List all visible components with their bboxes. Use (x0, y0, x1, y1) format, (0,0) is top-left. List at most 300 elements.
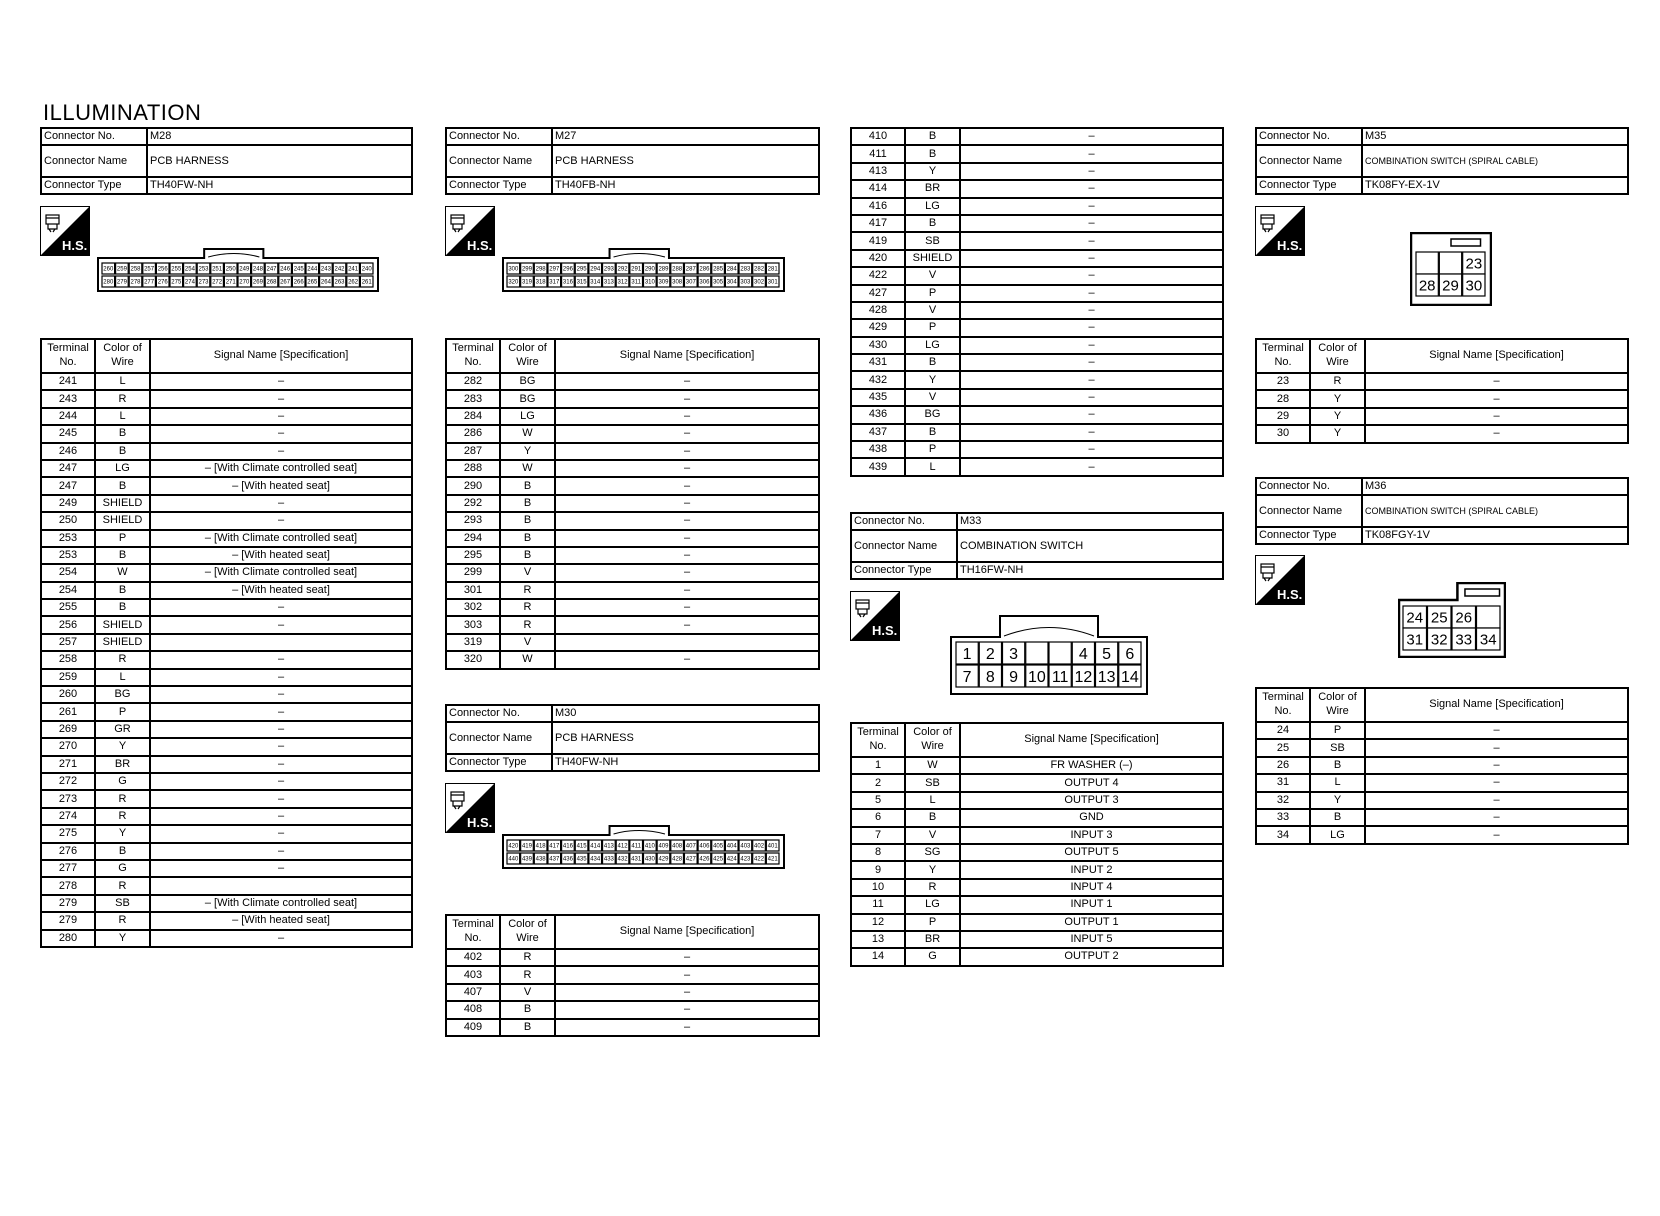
connector-pin (1428, 606, 1452, 628)
wire-color-cell: P (905, 285, 960, 302)
connector-pin (521, 263, 534, 274)
connector-pin (1463, 252, 1485, 274)
terminal-no-cell: 283 (446, 390, 500, 407)
table-row (41, 669, 412, 686)
connector-no-value: M30 (552, 705, 819, 722)
table-row (446, 443, 819, 460)
terminal-no-cell: 292 (446, 495, 500, 512)
pin-number: 243 (320, 266, 331, 273)
signal-name-cell: – (150, 773, 412, 790)
signal-name-cell: – (150, 756, 412, 773)
signal-name-cell: – (555, 582, 819, 599)
hs-badge-label: H.S. (62, 238, 88, 253)
signal-name-cell: – [With heated seat] (150, 582, 412, 599)
connector-pin-empty (1439, 252, 1461, 274)
pin-number: 32 (1430, 631, 1448, 649)
pin-number: 266 (293, 279, 304, 286)
connector-pin (129, 263, 142, 274)
connector-pin (671, 276, 684, 287)
connector-pin (725, 263, 738, 274)
connector-name-label: Connector Name (446, 145, 552, 177)
wire-color-cell: B (905, 424, 960, 441)
connector-pin (712, 263, 725, 274)
signal-name-cell: – [With Climate controlled seat] (150, 530, 412, 547)
terminal-no-cell: 431 (851, 354, 905, 371)
connector-pin (1026, 665, 1048, 687)
pin-number: 318 (535, 279, 546, 286)
table-row (446, 564, 819, 581)
table-row (1256, 408, 1628, 425)
pin-number: 14 (1120, 668, 1139, 686)
connector-pin (102, 276, 115, 287)
table-row (446, 582, 819, 599)
connector-no-label: Connector No. (1256, 128, 1362, 145)
connector-pin (589, 853, 602, 864)
table-row (41, 530, 412, 547)
connector-info-table (1255, 477, 1629, 545)
terminal-no-cell: 294 (446, 530, 500, 547)
terminal-no-cell: 28 (1256, 390, 1310, 407)
connector-name-value: PCB HARNESS (552, 722, 819, 754)
signal-name-cell: – (150, 599, 412, 616)
signal-name-cell: – (150, 686, 412, 703)
connector-pin (644, 853, 657, 864)
table-row (851, 128, 1223, 145)
connector-pin (698, 840, 711, 851)
connector-no-label: Connector No. (41, 128, 147, 145)
hs-badge-label: H.S. (1277, 238, 1303, 253)
wire-color-cell: P (95, 530, 150, 547)
wire-color-cell: W (905, 757, 960, 774)
table-row (41, 373, 412, 390)
signal-name-cell: – (555, 564, 819, 581)
wire-color-header: Color of Wire (500, 339, 555, 373)
wire-color-cell: Y (905, 371, 960, 388)
connector-pin (712, 276, 725, 287)
hs-badge-label: H.S. (467, 815, 493, 830)
terminal-no-cell: 279 (41, 912, 95, 929)
signal-name-cell: – (555, 616, 819, 633)
connector-no-value: M27 (552, 128, 819, 145)
table-row (1256, 792, 1628, 809)
connector-pin (279, 263, 292, 274)
pin-number: 245 (293, 266, 304, 273)
wire-color-cell: V (905, 389, 960, 406)
connector-m33-section (850, 512, 1224, 580)
connector-name-label: Connector Name (851, 530, 957, 562)
connector-pin-empty (1049, 642, 1071, 664)
table-row (851, 389, 1223, 406)
pin-number: 250 (225, 266, 236, 273)
signal-name-cell: – (1365, 373, 1628, 390)
connector-pin (306, 263, 319, 274)
pin-number: 315 (576, 279, 587, 286)
table-row (851, 163, 1223, 180)
table-row (41, 564, 412, 581)
wire-color-cell: BR (95, 756, 150, 773)
pin-number: 258 (130, 266, 141, 273)
connector-pin (644, 263, 657, 274)
table-row (41, 460, 412, 477)
wire-color-cell: Y (905, 163, 960, 180)
terminal-no-header: Terminal No. (41, 339, 95, 373)
signal-name-cell: – (1365, 425, 1628, 442)
connector-pin (1003, 665, 1025, 687)
pin-number: 439 (521, 856, 532, 863)
pin-number: 307 (685, 279, 696, 286)
pin-number: 284 (726, 266, 737, 273)
pin-number: 428 (672, 856, 683, 863)
terminal-no-cell: 13 (851, 931, 905, 948)
wire-color-cell: G (95, 773, 150, 790)
table-row (446, 373, 819, 390)
table-row (41, 843, 412, 860)
connector-pin (956, 665, 978, 687)
signal-name-cell: – (960, 441, 1223, 458)
wire-color-cell: P (905, 914, 960, 931)
pin-number: 5 (1102, 645, 1112, 663)
pin-number: 281 (767, 266, 778, 273)
signal-name-cell: – (1365, 390, 1628, 407)
connector-pin (766, 276, 779, 287)
connector-pin (657, 853, 670, 864)
connector-pin (238, 263, 251, 274)
connector-m30-diagram (502, 825, 785, 869)
connector-pin (279, 276, 292, 287)
terminal-no-cell: 261 (41, 703, 95, 720)
terminal-no-cell: 299 (446, 564, 500, 581)
table-row (1256, 722, 1628, 739)
table-row (851, 267, 1223, 284)
terminal-no-cell: 416 (851, 198, 905, 215)
pin-number: 435 (576, 856, 587, 863)
signal-name-cell: – (555, 390, 819, 407)
wire-color-cell: W (95, 564, 150, 581)
connector-pin (575, 840, 588, 851)
table-row (851, 232, 1223, 249)
wire-color-cell: R (95, 651, 150, 668)
terminal-no-cell: 432 (851, 371, 905, 388)
terminal-no-cell: 411 (851, 145, 905, 162)
terminal-table-m30-continued (850, 127, 1224, 477)
pin-number: 293 (603, 266, 614, 273)
signal-name-cell: – (960, 302, 1223, 319)
wire-color-cell: BG (95, 686, 150, 703)
signal-name-cell: – (960, 424, 1223, 441)
table-row (41, 547, 412, 564)
terminal-no-cell: 12 (851, 914, 905, 931)
signal-name-cell: – (960, 319, 1223, 336)
pin-number: 25 (1430, 609, 1448, 627)
table-row (851, 879, 1223, 896)
pin-number: 272 (212, 279, 223, 286)
connector-no-value: M33 (957, 513, 1223, 530)
terminal-no-cell: 33 (1256, 809, 1310, 826)
terminal-no-cell: 250 (41, 512, 95, 529)
wire-color-cell: Y (1310, 408, 1365, 425)
pin-number: 409 (658, 843, 669, 850)
table-row (851, 319, 1223, 336)
wire-color-cell: B (500, 512, 555, 529)
wire-color-cell: G (95, 860, 150, 877)
signal-name-cell: – (555, 651, 819, 668)
terminal-no-cell: 253 (41, 547, 95, 564)
wire-color-cell: BG (500, 373, 555, 390)
signal-name-cell: – (960, 145, 1223, 162)
connector-pin (320, 276, 333, 287)
table-row (851, 861, 1223, 878)
connector-pin (1403, 628, 1427, 650)
connector-m35-section (1255, 127, 1629, 195)
terminal-no-cell: 410 (851, 128, 905, 145)
pin-number: 23 (1465, 255, 1483, 273)
table-row (851, 896, 1223, 913)
signal-name-cell: OUTPUT 4 (960, 774, 1223, 791)
connector-pin-empty (1416, 252, 1438, 274)
table-row (1256, 390, 1628, 407)
connector-pin (657, 263, 670, 274)
connector-type-value: TH40FW-NH (552, 754, 819, 771)
wire-color-cell: L (95, 669, 150, 686)
pin-number: 432 (617, 856, 628, 863)
connector-no-label: Connector No. (851, 513, 957, 530)
connector-pin (671, 840, 684, 851)
pin-number: 277 (144, 279, 155, 286)
pin-number: 283 (740, 266, 751, 273)
connector-pin (753, 263, 766, 274)
wire-color-cell: R (500, 966, 555, 983)
connector-name-label: Connector Name (1256, 495, 1362, 527)
signal-name-header: Signal Name [Specification] (960, 723, 1223, 757)
wire-color-header: Color of Wire (95, 339, 150, 373)
wire-color-cell: R (500, 616, 555, 633)
table-row (41, 512, 412, 529)
signal-name-cell (150, 877, 412, 894)
table-row (446, 460, 819, 477)
connector-face (502, 825, 785, 869)
signal-name-cell: – (960, 128, 1223, 145)
connector-pin (712, 840, 725, 851)
terminal-no-cell: 277 (41, 860, 95, 877)
connector-pin (725, 276, 738, 287)
terminal-table (850, 722, 1224, 967)
terminal-no-cell: 254 (41, 564, 95, 581)
signal-name-cell: – (150, 930, 412, 947)
terminal-no-cell: 24 (1256, 722, 1310, 739)
signal-name-cell: – (150, 651, 412, 668)
hs-harness-side-icon (445, 206, 495, 256)
connector-pin (507, 263, 520, 274)
hs-harness-side-icon (1255, 555, 1305, 605)
terminal-no-header: Terminal No. (851, 723, 905, 757)
connector-pin (739, 276, 752, 287)
connector-no-value: M28 (147, 128, 412, 145)
signal-name-cell: INPUT 1 (960, 896, 1223, 913)
table-row (851, 215, 1223, 232)
terminal-table (1255, 687, 1629, 845)
pin-number: 413 (603, 843, 614, 850)
table-row (446, 949, 819, 966)
table-row (446, 477, 819, 494)
connector-pin (360, 276, 373, 287)
signal-name-cell: – (555, 495, 819, 512)
wire-color-cell: SHIELD (95, 512, 150, 529)
wire-color-cell: R (500, 582, 555, 599)
pin-number: 263 (334, 279, 345, 286)
terminal-no-cell: 5 (851, 792, 905, 809)
pin-number: 416 (562, 843, 573, 850)
table-row (446, 1001, 819, 1018)
signal-name-cell: – (555, 477, 819, 494)
pin-number: 434 (590, 856, 601, 863)
connector-pin (753, 853, 766, 864)
connector-pin (534, 263, 547, 274)
pin-number: 421 (767, 856, 778, 863)
terminal-table-m27 (445, 338, 820, 670)
table-row (446, 390, 819, 407)
table-row (851, 774, 1223, 791)
terminal-no-header: Terminal No. (446, 915, 500, 949)
connector-m28-section (40, 127, 413, 195)
pin-number: 423 (740, 856, 751, 863)
connector-m28-diagram (97, 248, 379, 292)
connector-pin (224, 263, 237, 274)
table-row (41, 860, 412, 877)
connector-pin (534, 276, 547, 287)
pin-number: 262 (348, 279, 359, 286)
table-row (851, 180, 1223, 197)
connector-pin (548, 263, 561, 274)
signal-name-cell: – (960, 285, 1223, 302)
table-row (851, 757, 1223, 774)
table-row (851, 145, 1223, 162)
table-row (851, 844, 1223, 861)
connector-m36-diagram (1398, 582, 1506, 658)
terminal-no-cell: 437 (851, 424, 905, 441)
table-row (446, 966, 819, 983)
terminal-no-cell: 249 (41, 495, 95, 512)
connector-pin (589, 263, 602, 274)
terminal-no-cell: 295 (446, 547, 500, 564)
pin-number: 414 (590, 843, 601, 850)
connector-pin (684, 276, 697, 287)
connector-pin (698, 853, 711, 864)
connector-pin (265, 263, 278, 274)
terminal-no-cell: 31 (1256, 774, 1310, 791)
connector-face (502, 248, 785, 292)
signal-name-cell: – (1365, 809, 1628, 826)
signal-name-cell: OUTPUT 5 (960, 844, 1223, 861)
terminal-table (1255, 338, 1629, 444)
signal-name-cell: – (150, 808, 412, 825)
table-row (1256, 425, 1628, 442)
pin-number: 31 (1406, 631, 1424, 649)
wire-color-cell: B (500, 530, 555, 547)
terminal-no-header: Terminal No. (446, 339, 500, 373)
connector-type-value: TH40FW-NH (147, 177, 412, 194)
connector-pin (238, 276, 251, 287)
signal-name-cell: – (150, 703, 412, 720)
wire-color-header: Color of Wire (905, 723, 960, 757)
wire-color-cell: R (95, 808, 150, 825)
wire-color-cell: P (905, 319, 960, 336)
connector-pin (684, 840, 697, 851)
connector-m27-section (445, 127, 820, 195)
connector-pin (684, 263, 697, 274)
signal-name-cell: – (150, 512, 412, 529)
pin-number: 296 (562, 266, 573, 273)
connector-pin (725, 840, 738, 851)
pin-number: 298 (535, 266, 546, 273)
signal-name-cell: OUTPUT 1 (960, 914, 1223, 931)
pin-number: 259 (116, 266, 127, 273)
pin-number: 438 (535, 856, 546, 863)
table-row (851, 809, 1223, 826)
table-row (851, 458, 1223, 475)
signal-name-cell: GND (960, 809, 1223, 826)
connector-pin (630, 840, 643, 851)
connector-pin (211, 263, 224, 274)
pin-number: 11 (1051, 668, 1069, 686)
terminal-no-cell: 269 (41, 721, 95, 738)
connector-name-value: COMBINATION SWITCH (957, 530, 1223, 562)
pin-number: 419 (521, 843, 532, 850)
pin-number: 431 (631, 856, 642, 863)
pin-number: 437 (549, 856, 560, 863)
table-row (41, 756, 412, 773)
connector-pin (671, 263, 684, 274)
terminal-no-cell: 287 (446, 443, 500, 460)
terminal-no-header: Terminal No. (1256, 688, 1310, 722)
signal-name-cell: – (1365, 774, 1628, 791)
wire-color-cell: Y (95, 738, 150, 755)
table-row (1256, 826, 1628, 843)
terminal-no-cell: 247 (41, 477, 95, 494)
pin-number: 274 (184, 279, 195, 286)
connector-info-table (40, 127, 413, 195)
table-row (41, 599, 412, 616)
connector-pin (129, 276, 142, 287)
connector-face (950, 615, 1148, 695)
wire-color-cell: V (500, 564, 555, 581)
wire-color-cell: W (500, 425, 555, 442)
connector-type-value: TK08FY-EX-1V (1362, 177, 1628, 194)
pin-number: 275 (171, 279, 182, 286)
signal-name-cell: – [With Climate controlled seat] (150, 460, 412, 477)
pin-number: 401 (767, 843, 778, 850)
wire-color-cell: B (905, 809, 960, 826)
terminal-no-cell: 254 (41, 582, 95, 599)
signal-name-cell: – (555, 530, 819, 547)
signal-name-cell: – (555, 425, 819, 442)
table-row (446, 599, 819, 616)
connector-pin (562, 276, 575, 287)
table-row (1256, 774, 1628, 791)
connector-no-value: M36 (1362, 478, 1628, 495)
pin-number: 308 (672, 279, 683, 286)
pin-number: 427 (685, 856, 696, 863)
signal-name-cell (150, 634, 412, 651)
connector-pin (739, 840, 752, 851)
wire-color-cell: Y (1310, 792, 1365, 809)
pin-number: 6 (1125, 645, 1135, 663)
signal-name-cell: – (555, 966, 819, 983)
pin-number: 311 (631, 279, 641, 286)
connector-pin (753, 276, 766, 287)
terminal-no-cell: 260 (41, 686, 95, 703)
wire-color-cell: B (905, 354, 960, 371)
pin-number: 264 (320, 279, 331, 286)
